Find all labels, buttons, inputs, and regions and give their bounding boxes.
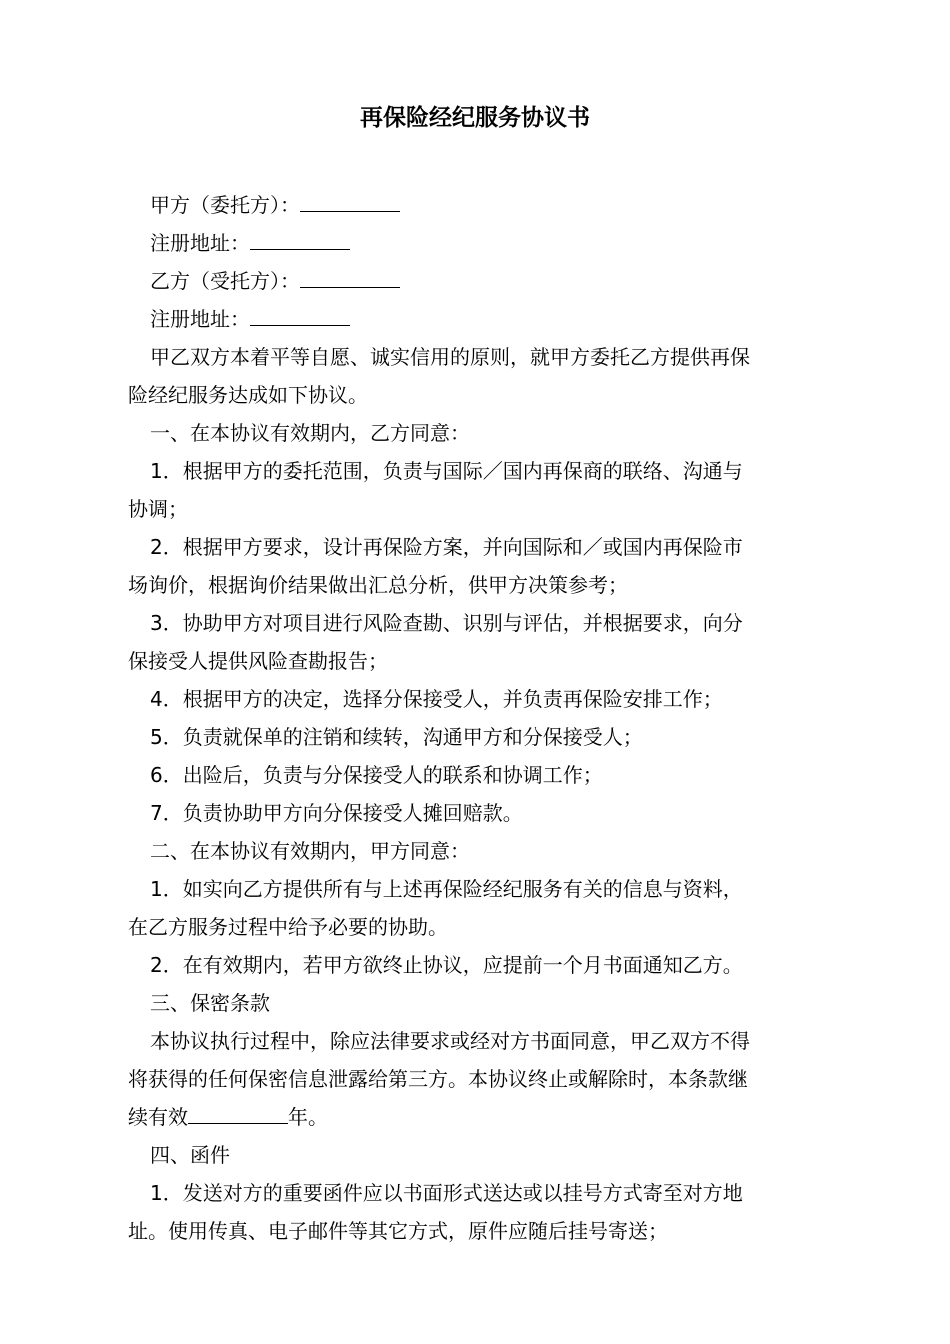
- text-line: 址。使用传真、电子邮件等其它方式，原件应随后挂号寄送；: [128, 1219, 668, 1243]
- section-heading: 一、在本协议有效期内，乙方同意：: [150, 421, 470, 445]
- section-heading: 四、函件: [150, 1143, 230, 1167]
- term-prefix: 续有效: [128, 1105, 188, 1129]
- text-line: 本协议执行过程中，除应法律要求或经对方书面同意，甲乙双方不得: [150, 1029, 750, 1053]
- party-b-label: 乙方（受托方）：: [150, 269, 300, 293]
- section-heading: 三、保密条款: [150, 991, 270, 1015]
- text-line: 7．负责协助甲方向分保接受人摊回赔款。: [150, 801, 523, 825]
- party-b-address-label: 注册地址：: [150, 307, 250, 331]
- text-line: 5．负责就保单的注销和续转，沟通甲方和分保接受人；: [150, 725, 643, 749]
- text-line: 1．如实向乙方提供所有与上述再保险经纪服务有关的信息与资料，: [150, 877, 743, 901]
- term-suffix: 年。: [288, 1105, 328, 1129]
- text-line: 4．根据甲方的决定，选择分保接受人，并负责再保险安排工作；: [150, 687, 723, 711]
- party-b-blank: [300, 265, 400, 288]
- text-line: 1．发送对方的重要函件应以书面形式送达或以挂号方式寄至对方地: [150, 1181, 743, 1205]
- party-a-address-label: 注册地址：: [150, 231, 250, 255]
- party-b-line: [150, 262, 850, 300]
- text-line: 2．在有效期内，若甲方欲终止协议，应提前一个月书面通知乙方。: [150, 953, 743, 977]
- document-title: 再保险经纪服务协议书: [360, 105, 590, 131]
- text-line: 2．根据甲方要求，设计再保险方案，并向国际和／或国内再保险市: [150, 535, 743, 559]
- party-b-address-blank: [250, 303, 350, 326]
- term-years-blank: [188, 1101, 288, 1124]
- text-line: 险经纪服务达成如下协议。: [128, 383, 368, 407]
- text-line: 将获得的任何保密信息泄露给第三方。本协议终止或解除时，本条款继: [128, 1067, 748, 1091]
- party-a-address-blank: [250, 227, 350, 250]
- text-line: 1．根据甲方的委托范围，负责与国际／国内再保商的联络、沟通与: [150, 459, 743, 483]
- party-b-address-line: [150, 300, 850, 338]
- party-a-blank: [300, 189, 400, 212]
- text-line: 保接受人提供风险查勘报告；: [128, 649, 388, 673]
- text-line: 场询价，根据询价结果做出汇总分析，供甲方决策参考；: [128, 573, 628, 597]
- text-line: 甲乙双方本着平等自愿、诚实信用的原则，就甲方委托乙方提供再保: [150, 345, 750, 369]
- party-a-line: [150, 186, 850, 224]
- party-a-address-line: [150, 224, 850, 262]
- text-line: 协调；: [128, 497, 188, 521]
- confidentiality-term-line: [128, 1098, 828, 1136]
- section-heading: 二、在本协议有效期内，甲方同意：: [150, 839, 470, 863]
- text-line: 3．协助甲方对项目进行风险查勘、识别与评估，并根据要求，向分: [150, 611, 743, 635]
- text-line: 在乙方服务过程中给予必要的协助。: [128, 915, 448, 939]
- party-a-label: 甲方（委托方）：: [150, 193, 300, 217]
- text-line: 6．出险后，负责与分保接受人的联系和协调工作；: [150, 763, 603, 787]
